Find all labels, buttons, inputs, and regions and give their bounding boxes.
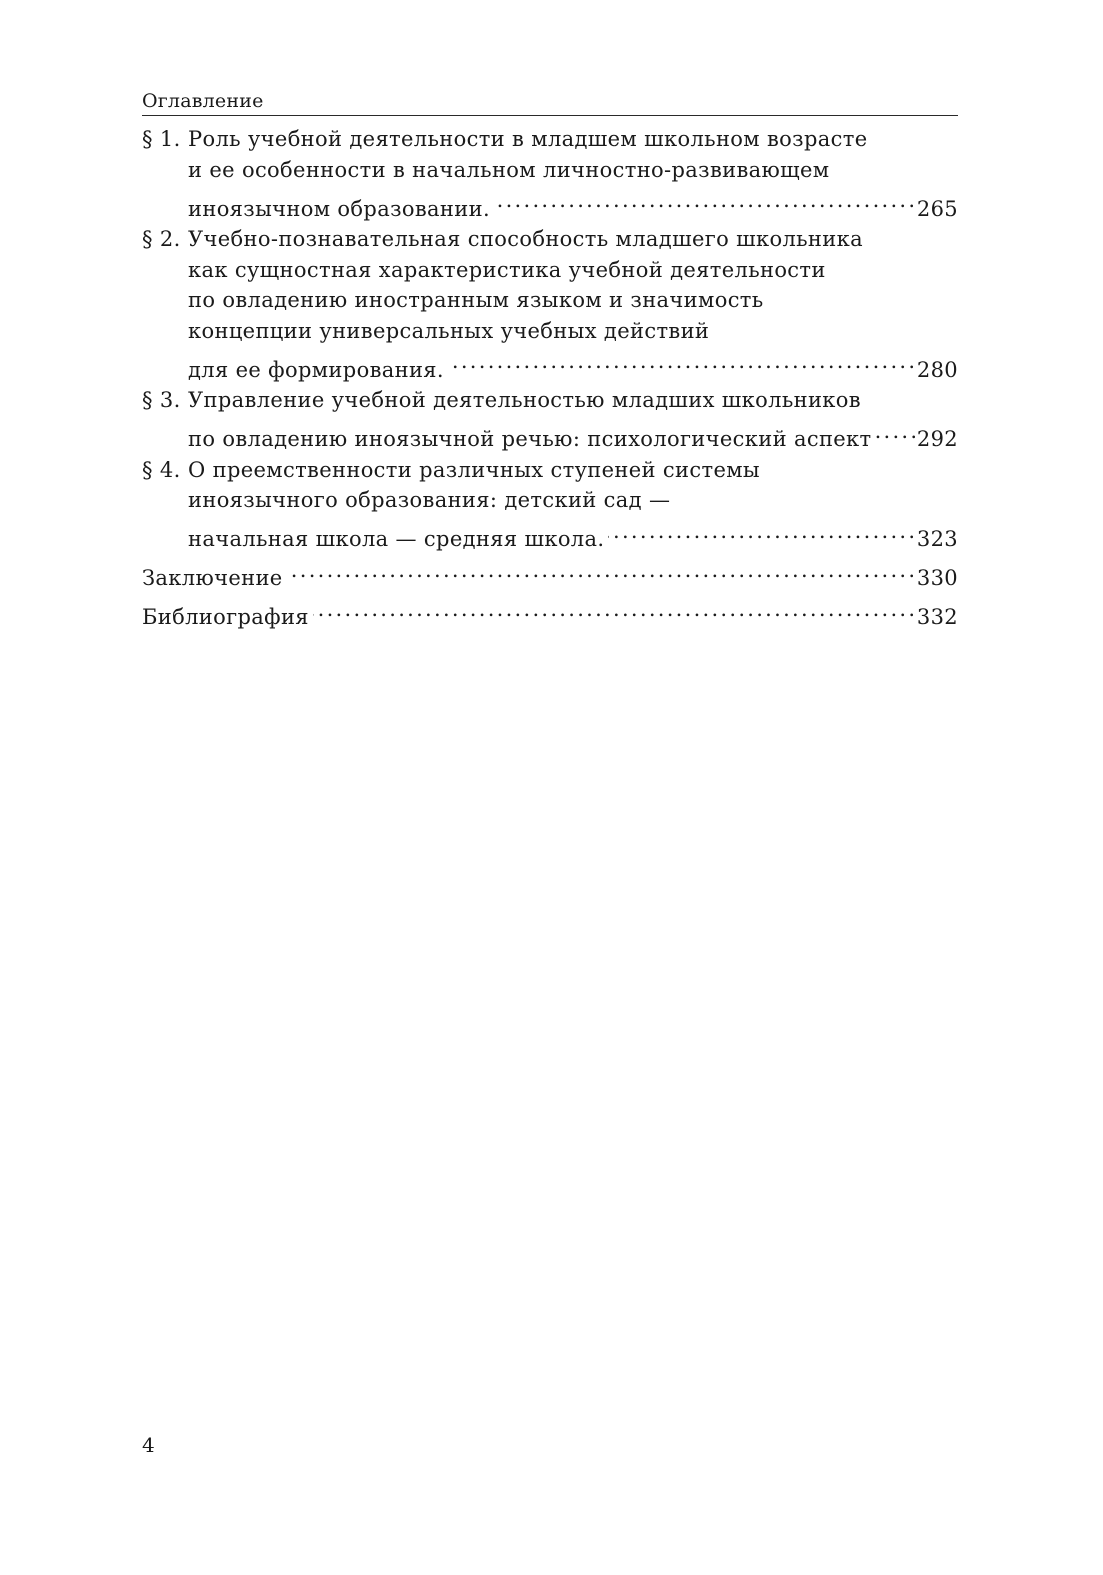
toc-entry-section-4[interactable]	[142, 455, 958, 555]
toc-entry-title: начальная школа — средняя школа.	[188, 527, 605, 551]
toc-entry-title: Заключение	[142, 566, 283, 590]
toc-entry-section-3[interactable]	[142, 385, 958, 455]
running-head: Оглавление	[142, 90, 264, 112]
section-mark: § 3.	[142, 388, 181, 412]
toc-entry-title: О преемственности различных ступеней системы	[188, 457, 760, 482]
page-number: 4	[142, 1433, 155, 1457]
toc-page-number: 280	[916, 357, 958, 382]
dot-leader	[494, 185, 913, 216]
toc-entry-section-1[interactable]	[142, 124, 958, 224]
toc-entry-bibliography[interactable]	[142, 594, 958, 633]
toc-entry-line	[142, 455, 958, 486]
toc-page-number: 323	[916, 527, 958, 551]
toc-entry-title: Библиография	[142, 605, 309, 629]
toc-entry-line	[142, 385, 958, 416]
dot-leader	[313, 594, 913, 625]
toc-entry-line: иноязычного образования: детский сад —	[188, 488, 671, 512]
toc-entry-last-line	[142, 555, 958, 594]
toc-page-number: 332	[916, 605, 958, 629]
toc-entry-section-2[interactable]	[142, 224, 958, 385]
toc-page-number: 292	[916, 427, 958, 451]
table-of-contents	[142, 124, 958, 633]
toc-entry-line: как сущностная характеристика учебной деятельности	[188, 257, 826, 282]
section-mark: § 2.	[142, 227, 181, 251]
toc-entry-title: Управление учебной деятельностью младших школьников	[188, 388, 861, 412]
toc-entry-title: Учебно-познавательная способность младшего школьника	[188, 227, 863, 251]
dot-leader	[874, 416, 915, 447]
toc-page-number: 265	[916, 196, 958, 221]
toc-entry-last-line	[142, 594, 958, 633]
toc-entry-last-line	[142, 185, 958, 224]
toc-entry-line: концепции универсальных учебных действий	[188, 318, 710, 343]
header-rule	[142, 115, 958, 116]
toc-entry-last-line	[142, 516, 958, 555]
toc-entry-line	[142, 224, 958, 255]
dot-leader	[448, 346, 913, 377]
toc-entry-title: по овладению иноязычной речью: психологический аспект	[188, 427, 872, 451]
toc-page-number: 330	[916, 566, 958, 590]
dot-leader	[608, 516, 912, 547]
toc-entry-title: Роль учебной деятельности в младшем школьном возрасте	[188, 127, 868, 151]
toc-entry-conclusion[interactable]	[142, 555, 958, 594]
dot-leader	[287, 555, 913, 586]
toc-entry-last-line	[142, 416, 958, 455]
toc-entry-last-line	[142, 346, 958, 385]
toc-entry-title: для ее формирования.	[188, 357, 444, 382]
toc-entry-line	[142, 124, 958, 155]
toc-entry-title: иноязычном образовании.	[188, 196, 490, 221]
toc-entry-line: по овладению иностранным языком и значимость	[188, 288, 764, 312]
section-mark: § 1.	[142, 127, 181, 151]
toc-entry-line: и ее особенности в начальном личностно-развивающем	[188, 157, 830, 182]
section-mark: § 4.	[142, 457, 181, 482]
